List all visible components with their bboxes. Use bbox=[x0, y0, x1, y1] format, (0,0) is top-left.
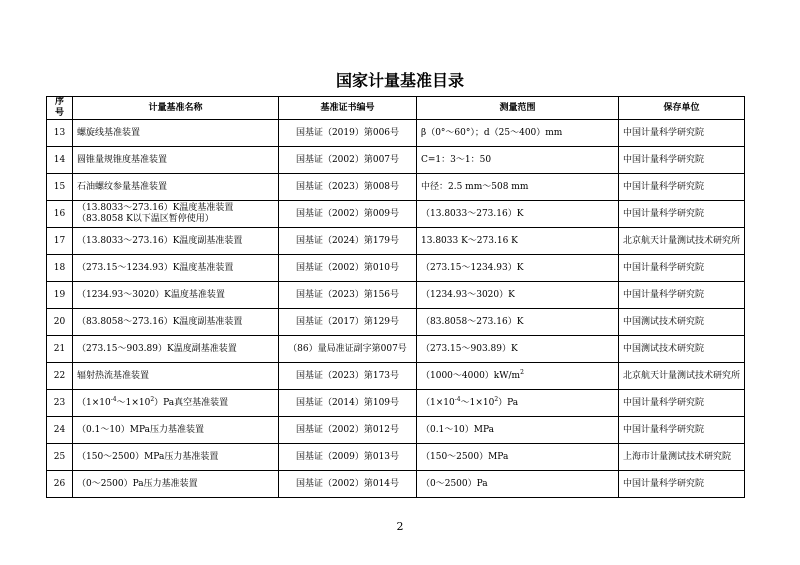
row-name-exponent-1: -4 bbox=[110, 395, 117, 403]
row-cert: 国基证（2002）第009号 bbox=[279, 201, 417, 228]
row-name: 圆锥量规锥度基准装置 bbox=[73, 147, 279, 174]
row-range: （150～2500）MPa bbox=[417, 444, 619, 471]
header-range: 测量范围 bbox=[417, 97, 619, 120]
row-cert: 国基证（2002）第010号 bbox=[279, 255, 417, 282]
row-range: （273.15～903.89）K bbox=[417, 336, 619, 363]
row-seq: 17 bbox=[47, 228, 73, 255]
row-seq: 16 bbox=[47, 201, 73, 228]
row-name: 辐射热流基准装置 bbox=[73, 363, 279, 390]
row-name: （0.1～10）MPa压力基准装置 bbox=[73, 417, 279, 444]
row-range: C=1：3～1：50 bbox=[417, 147, 619, 174]
row-seq: 20 bbox=[47, 309, 73, 336]
row-range: β（0°～60°）；d（25～400）mm bbox=[417, 120, 619, 147]
row-cert: 国基证（2002）第007号 bbox=[279, 147, 417, 174]
row-name: （13.8033～273.16）K温度副基准装置 bbox=[73, 228, 279, 255]
row-name-post: ）Pa真空基准装置 bbox=[154, 397, 229, 408]
row-name-exponent-2: 2 bbox=[150, 395, 155, 403]
row-cert: 国基证（2023）第173号 bbox=[279, 363, 417, 390]
row-cert: （86）量局准证副字第007号 bbox=[279, 336, 417, 363]
row-name-line1: （13.8033～273.16）K温度基准装置 bbox=[77, 203, 234, 213]
row-cert: 国基证（2023）第156号 bbox=[279, 282, 417, 309]
row-name: （1234.93～3020）K温度基准装置 bbox=[73, 282, 279, 309]
table-row bbox=[47, 336, 745, 363]
row-seq: 14 bbox=[47, 147, 73, 174]
row-range-exponent-1: -4 bbox=[454, 395, 461, 403]
row-name-line2: （83.8058 K以下温区暂停使用） bbox=[77, 214, 214, 224]
row-range: （0～2500）Pa bbox=[417, 471, 619, 498]
row-name: （0～2500）Pa压力基准装置 bbox=[73, 471, 279, 498]
row-org: 北京航天计量测试技术研究所 bbox=[619, 363, 745, 390]
row-range: 中径：2.5 mm～508 mm bbox=[417, 174, 619, 201]
row-cert: 国基证（2014）第109号 bbox=[279, 390, 417, 417]
page-number: 2 bbox=[396, 520, 404, 533]
row-range: 13.8033 K～273.16 K bbox=[417, 228, 619, 255]
row-cert: 国基证（2009）第013号 bbox=[279, 444, 417, 471]
table-row bbox=[47, 309, 745, 336]
row-seq: 23 bbox=[47, 390, 73, 417]
row-seq: 15 bbox=[47, 174, 73, 201]
row-name-pre: （1×10 bbox=[77, 397, 111, 408]
row-org: 中国计量科学研究院 bbox=[619, 174, 745, 201]
row-name bbox=[73, 201, 279, 228]
row-name-mid: ～1×10 bbox=[116, 397, 151, 408]
row-name: （273.15～903.89）K温度副基准装置 bbox=[73, 336, 279, 363]
row-name: （150～2500）MPa压力基准装置 bbox=[73, 444, 279, 471]
header-name: 计量基准名称 bbox=[73, 97, 279, 120]
row-name bbox=[73, 390, 279, 417]
row-seq: 19 bbox=[47, 282, 73, 309]
table-row bbox=[47, 228, 745, 255]
row-org: 中国计量科学研究院 bbox=[619, 201, 745, 228]
row-name: 石油螺纹参量基准装置 bbox=[73, 174, 279, 201]
row-range-exponent-2: 2 bbox=[494, 395, 499, 403]
row-name: （273.15～1234.93）K温度基准装置 bbox=[73, 255, 279, 282]
row-range-text: （1000～4000）kW/m bbox=[421, 370, 521, 381]
row-org: 中国计量科学研究院 bbox=[619, 147, 745, 174]
row-range: （13.8033～273.16）K bbox=[417, 201, 619, 228]
row-org: 上海市计量测试技术研究院 bbox=[619, 444, 745, 471]
row-cert: 国基证（2024）第179号 bbox=[279, 228, 417, 255]
row-cert: 国基证（2002）第014号 bbox=[279, 471, 417, 498]
standards-table bbox=[46, 96, 745, 498]
row-cert: 国基证（2019）第006号 bbox=[279, 120, 417, 147]
table-row bbox=[47, 120, 745, 147]
row-org: 中国计量科学研究院 bbox=[619, 120, 745, 147]
header-cert: 基准证书编号 bbox=[279, 97, 417, 120]
row-range: （0.1～10）MPa bbox=[417, 417, 619, 444]
table-header-row bbox=[47, 97, 745, 120]
table-row bbox=[47, 417, 745, 444]
row-seq: 18 bbox=[47, 255, 73, 282]
row-org: 中国计量科学研究院 bbox=[619, 282, 745, 309]
row-seq: 25 bbox=[47, 444, 73, 471]
row-cert: 国基证（2023）第008号 bbox=[279, 174, 417, 201]
row-org: 中国测试技术研究院 bbox=[619, 309, 745, 336]
header-org: 保存单位 bbox=[619, 97, 745, 120]
table-row bbox=[47, 444, 745, 471]
row-name: 螺旋线基准装置 bbox=[73, 120, 279, 147]
row-org: 中国计量科学研究院 bbox=[619, 471, 745, 498]
row-cert: 国基证（2002）第012号 bbox=[279, 417, 417, 444]
row-range: （83.8058～273.16）K bbox=[417, 309, 619, 336]
row-seq: 21 bbox=[47, 336, 73, 363]
row-seq: 24 bbox=[47, 417, 73, 444]
table-row bbox=[47, 363, 745, 390]
row-seq: 22 bbox=[47, 363, 73, 390]
row-seq: 13 bbox=[47, 120, 73, 147]
row-range: （1234.93～3020）K bbox=[417, 282, 619, 309]
row-org: 北京航天计量测试技术研究所 bbox=[619, 228, 745, 255]
row-range bbox=[417, 363, 619, 390]
row-org: 中国测试技术研究院 bbox=[619, 336, 745, 363]
row-org: 中国计量科学研究院 bbox=[619, 255, 745, 282]
row-range-pre: （1×10 bbox=[421, 397, 455, 408]
table-row bbox=[47, 174, 745, 201]
row-range bbox=[417, 390, 619, 417]
row-name: （83.8058～273.16）K温度副基准装置 bbox=[73, 309, 279, 336]
table-row bbox=[47, 390, 745, 417]
row-cert: 国基证（2017）第129号 bbox=[279, 309, 417, 336]
table-row bbox=[47, 282, 745, 309]
document-title: 国家计量基准目录 bbox=[335, 71, 464, 90]
row-seq: 26 bbox=[47, 471, 73, 498]
header-seq: 序号 bbox=[47, 97, 73, 120]
row-org: 中国计量科学研究院 bbox=[619, 417, 745, 444]
row-org: 中国计量科学研究院 bbox=[619, 390, 745, 417]
row-range: （273.15～1234.93）K bbox=[417, 255, 619, 282]
row-range-mid: ～1×10 bbox=[460, 397, 495, 408]
row-range-post: ）Pa bbox=[498, 397, 519, 408]
row-range-exponent: 2 bbox=[520, 368, 524, 376]
table-row bbox=[47, 255, 745, 282]
table-row bbox=[47, 147, 745, 174]
table-row bbox=[47, 201, 745, 228]
table-row bbox=[47, 471, 745, 498]
